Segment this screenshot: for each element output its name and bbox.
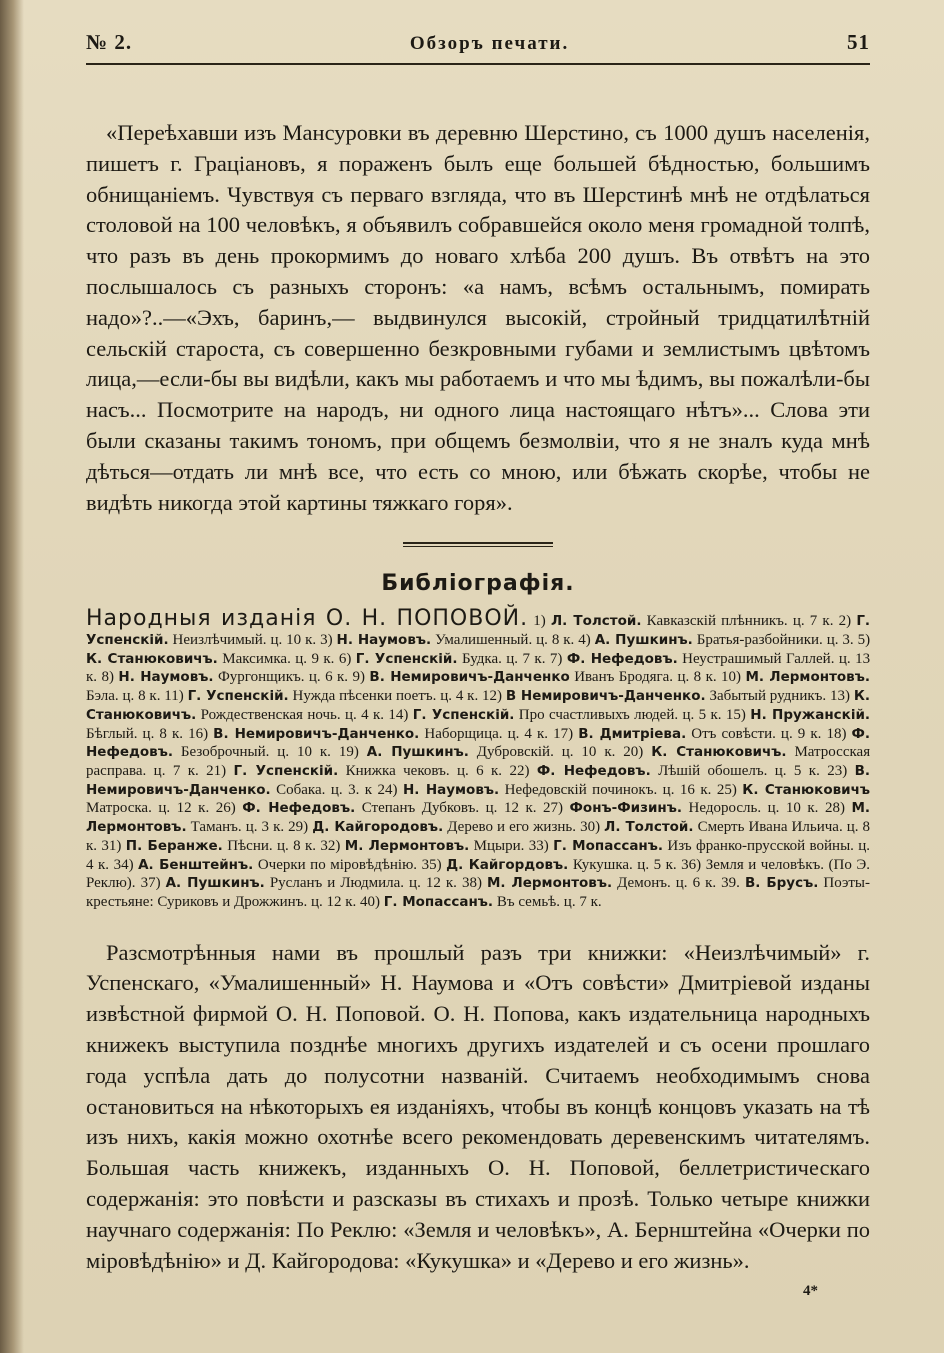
entry-number: 13) — [829, 688, 850, 705]
entry-number: 9) — [352, 669, 365, 686]
entry-title: Поэты-крестьяне: Суриковъ и Дрожжинъ. ц. 12 к. — [86, 875, 871, 910]
entry-author: Л. Толстой. — [604, 819, 694, 836]
entry-number: 5) — [857, 632, 871, 649]
entry-title: Матросская расправа. ц. 7 к. — [86, 744, 871, 779]
entry-title: Кукушка. ц. 5 к. — [572, 856, 677, 873]
entry-author: М. Лермонтовъ. — [745, 669, 870, 686]
entry-number: 35) — [421, 856, 442, 873]
entry-title: Земля и человѣкъ. (По Э. Реклю). — [86, 856, 871, 892]
bibliography-entry — [136, 875, 457, 891]
bibliography-entry — [284, 819, 576, 835]
bibliography-entry — [183, 726, 548, 742]
entry-title: Нужда пѣсенки поетъ. ц. 4 к. — [292, 688, 479, 705]
entry-number: 8) — [101, 669, 114, 686]
entry-author: М. Лермонтовъ. — [344, 837, 470, 854]
entry-number: 32) — [320, 837, 341, 854]
entry-number: 23) — [827, 762, 848, 779]
bibliography-entry — [356, 894, 601, 910]
entry-author: М. Лермонтовъ. — [486, 875, 613, 892]
entry-title: Безоброчный. ц. 10 к. — [180, 744, 331, 761]
entry-author: Н. Наумовъ. — [336, 632, 432, 649]
entry-number: 26) — [215, 800, 236, 817]
entry-author: Г. Успенскій. — [412, 706, 515, 723]
entry-title: Будка. ц. 7 к. — [461, 650, 546, 667]
entry-author: В Немировичъ-Данченко. — [505, 688, 706, 705]
bibliography-lead: Народныя изданія О. Н. ПОПОВОЙ. — [86, 606, 529, 632]
entry-title: Степанъ Дубковъ. ц. 12 к. — [361, 800, 537, 817]
entry-number: 10) — [721, 669, 742, 686]
entry-number: 37) — [140, 875, 161, 892]
entry-author: К. Станюковичъ. — [86, 688, 870, 723]
entry-number: 22) — [509, 762, 530, 779]
bibliography-entry — [109, 857, 417, 873]
issue-number: № 2. — [86, 30, 133, 54]
bibliography-entry — [316, 632, 574, 648]
entry-title: Умалишенный. ц. 8 к. — [435, 632, 575, 649]
section-title: Библіографія. — [381, 571, 575, 597]
bibliography-entry — [209, 800, 536, 816]
entry-title: Неизлѣчимый. ц. 10 к. — [172, 632, 317, 649]
bibliography-entry — [97, 838, 316, 854]
entry-title: Наборщица. ц. 4 к. — [424, 725, 549, 742]
entry-author: Г. Успенскій. — [187, 688, 289, 705]
bibliography-list — [86, 606, 871, 911]
entry-number: 17) — [553, 725, 574, 742]
entry-title: Собака. ц. 3. к — [276, 781, 373, 798]
entry-author: Фонъ-Физинъ. — [569, 800, 683, 817]
entry-author: К. Станюковичъ — [742, 781, 871, 798]
entry-title: Книжка чековъ. ц. 6 к. — [345, 762, 503, 779]
bibliography-entry — [457, 875, 716, 891]
entry-author: Д. Кайгордовъ. — [446, 856, 569, 873]
bibliography-entry — [348, 669, 717, 685]
entry-number: 14) — [388, 706, 409, 723]
bibliography-entry — [537, 800, 819, 816]
entry-title: Дубровскій. ц. 10 к. — [476, 744, 616, 761]
header-rule — [86, 63, 870, 65]
entry-author: Г. Успенскій. — [86, 613, 871, 649]
bibliography-entry — [331, 744, 615, 760]
entry-title: Братья-разбойники. ц. 3. — [696, 632, 854, 649]
bibliography-entry — [372, 782, 711, 798]
entry-title: Нефедовскій починокъ. ц. 16 к. — [504, 781, 712, 798]
quote-paragraph: «Переѣхавши изъ Мансуровки въ деревню Шерстино, съ 1000 душъ населенія, пишетъ г. Граціановъ, я пораженъ былъ еще большей бѣдностью, большимъ обнищаніемъ. Чувствуя съ перваго взгляда, что въ Шерстинѣ мнѣ не отдѣлаться столовой на 100 человѣкъ, я объявилъ собравшейся около меня громадной толпѣ, что разъ въ день прокормимъ до новаго хлѣба 200 душъ. Въ отвѣтъ на это послышалось съ разныхъ сторонъ: «а намъ, всѣмъ остальнымъ, помирать надо»?..—«Эхъ, баринъ,— выдвинулся высокій, стройный тридцатилѣтній сельскій староста, съ совершенно безкровными губами и землистымъ цвѣтомъ лица,—если-бы вы видѣли, какъ мы работаемъ и что мы ѣдимъ, вы пожалѣли-бы насъ... Посмотрите на народъ, ни одного лица настоящаго нѣтъ»... Слова эти были сказаны такимъ тономъ, при общемъ безмолвіи, что я не зналъ куда мнѣ дѣться—отдать ли мнѣ все, что есть со мною, или бѣжать скорѣе, чтобы не видѣть никогда этой картины тяжкаго горя». — [86, 120, 870, 515]
entry-title: Забытый рудникъ. — [709, 688, 827, 705]
entry-author: Г. Успенскій. — [355, 650, 458, 667]
entry-author: Н. Пружанскій. — [750, 706, 871, 723]
entry-title: Пѣсни. ц. 8 к. — [227, 837, 317, 854]
entry-title: Бѣглый. ц. 8 к. — [86, 725, 184, 742]
entry-title: Демонъ. ц. 6 к. — [617, 875, 717, 892]
bibliography-entry — [199, 763, 502, 779]
running-header — [86, 30, 870, 56]
entry-author: Л. Толстой. — [550, 613, 642, 630]
entry-title: Лѣшій обошелъ. ц. 5 к. — [658, 762, 820, 779]
entry-number: 21) — [206, 762, 227, 779]
entry-author: М. Лермонтовъ. — [86, 800, 871, 836]
entry-author: В. Немировичъ-Данченко. — [213, 725, 420, 742]
signature-mark: 4* — [803, 1283, 818, 1299]
entry-author: А. Пушкинъ. — [366, 744, 469, 761]
entry-number: 18) — [826, 725, 847, 742]
entry-number: 31) — [101, 837, 122, 854]
entry-author: А. Пушкинъ. — [594, 632, 693, 649]
entry-author: В. Немировичъ-Данченко — [369, 669, 570, 686]
entry-author: П. Беранже. — [125, 837, 223, 854]
entry-author: А. Пушкинъ. — [165, 875, 265, 892]
entry-title: Таманъ. ц. 3 к. — [190, 819, 285, 836]
entry-number: 33) — [528, 837, 549, 854]
entry-title: Кавказскій плѣнникъ. ц. 7 к. — [646, 613, 834, 630]
entry-number: 6) — [338, 650, 352, 667]
entry-title: Рождественская ночь. ц. 4 к. — [200, 706, 385, 723]
entry-number: 19) — [338, 744, 359, 761]
entry-number: 15) — [725, 706, 746, 723]
entry-number: 12) — [482, 688, 503, 705]
entry-number: 4) — [578, 632, 591, 649]
entry-title: Про счастливыхъ людей. ц. 5 к. — [518, 706, 722, 723]
entry-number: 24) — [377, 781, 398, 798]
running-title: Обзоръ печати. — [409, 33, 570, 54]
review-paragraph: Разсмотрѣнныя нами въ прошлый разъ три книжки: «Неизлѣчимый» г. Успенскаго, «Умалишенный» Н. Наумова и «Отъ совѣсти» Дмитріевой изданы извѣстной фирмой О. Н. Поповой. О. Н. Попова, какъ издательница народныхъ книжекъ выступила позднѣе многихъ другихъ издателей и съ осени прошлаго года успѣла дать до полусотни названій. Считаемъ необходимымъ снова остановиться на нѣкоторыхъ ея изданіяхъ, чтобы въ концѣ концовъ указать на тѣ изъ нихъ, какія можно охотнѣе всего рекомендовать деревенскимъ читателямъ. Большая часть книжекъ, изданныхъ О. Н. Поповой, беллетристическаго содержанія: это повѣсти и разсказы въ стихахъ и прозѣ. Только четыре книжки научнаго содержанія: По Реклю: «Земля и человѣкъ», А. Бернштейна «Очерки по міровѣдѣнію» и Д. Кайгородова: «Кукушка» и «Дерево и его жизнь». — [86, 939, 870, 1273]
bibliography-entry — [548, 726, 821, 742]
entry-number: 27) — [543, 800, 564, 817]
bibliography-entry — [574, 632, 853, 648]
entry-title: Мцыри. — [473, 837, 525, 854]
page-number: 51 — [847, 30, 870, 54]
entry-number: 25) — [716, 781, 737, 798]
bibliography-entry — [384, 707, 722, 723]
entry-number: 20) — [623, 744, 644, 761]
bibliography-entry — [502, 763, 820, 779]
entry-number: 1) — [533, 613, 546, 630]
entry-number: 34) — [113, 856, 134, 873]
entry-author: А. Бенштейнъ. — [138, 856, 254, 873]
entry-number: 11) — [164, 688, 184, 705]
entry-title: Максимка. ц. 9 к. — [222, 650, 335, 667]
entry-title: Отъ совѣсти. ц. 9 к. — [691, 725, 822, 742]
entry-title: Бэла. ц. 8 к. — [86, 688, 161, 705]
bibliography-entry — [316, 838, 524, 854]
entry-title: Въ семьѣ. ц. 7 к. — [496, 893, 602, 910]
bibliography-entry — [160, 688, 478, 704]
entry-number: 40) — [360, 893, 381, 910]
entry-author: Г. Мопассанъ. — [383, 893, 494, 910]
entry-author: К. Станюковичъ. — [651, 744, 787, 761]
entry-number: 39. — [721, 875, 740, 892]
entry-author: Н. Наумовъ. — [118, 669, 214, 686]
entry-author: Г. Успенскій. — [233, 762, 339, 779]
bibliography-entry — [417, 857, 677, 873]
entry-title: Матроска. ц. 12 к. — [86, 800, 210, 817]
entry-number: 2) — [838, 613, 852, 630]
entry-author: Г. Мопассанъ. — [553, 837, 664, 854]
entry-author: Д. Кайгородовъ. — [312, 819, 444, 836]
bibliography-entry — [97, 669, 348, 685]
entry-number: 3) — [320, 632, 333, 649]
entry-author: Ф. Нефедовъ. — [566, 650, 678, 667]
entry-title: Русланъ и Людмила. ц. 12 к. — [269, 875, 457, 892]
bibliography-entry — [533, 613, 833, 629]
section-divider — [403, 542, 553, 547]
entry-author: В. Брусъ. — [744, 875, 819, 892]
entry-title: Изъ франко-прусской войны. ц. 4 к. — [86, 837, 871, 873]
entry-title: Фургонщикъ. ц. 6 к. — [217, 669, 349, 686]
entry-title: Иванъ Бродяга. ц. 8 к. — [574, 669, 717, 686]
entry-title: Очерки по міровѣдѣнію. — [257, 856, 418, 873]
bibliography-entry — [478, 688, 826, 704]
entry-title: Неустрашимый Галлей. ц. 13 к. — [86, 650, 871, 686]
entry-number: 30) — [580, 819, 601, 836]
entry-title: Недоросль. ц. 10 к. — [688, 800, 819, 817]
entry-number: 36) — [681, 856, 702, 873]
entry-number: 7) — [549, 650, 563, 667]
entry-author: Ф. Нефедовъ. — [242, 800, 356, 817]
entry-title: Смерть Ивана Ильича. ц. 8 к. — [86, 819, 871, 854]
bibliography-entry — [334, 651, 545, 667]
entry-number: 16) — [188, 725, 209, 742]
entry-author: Ф. Нефедовъ. — [536, 762, 651, 779]
entry-author: Ф. Нефедовъ. — [86, 725, 871, 761]
entry-author: К. Станюковичъ. — [86, 650, 218, 667]
entry-number: 29) — [288, 819, 309, 836]
entry-author: Н. Наумовъ. — [402, 781, 500, 798]
entry-number: 28) — [824, 800, 845, 817]
entry-author: В. Немировичъ-Данченко. — [86, 762, 871, 798]
entry-title: Дерево и его жизнь. — [447, 819, 577, 836]
entry-number: 38) — [461, 875, 482, 892]
entry-author: В. Дмитріева. — [578, 725, 687, 742]
